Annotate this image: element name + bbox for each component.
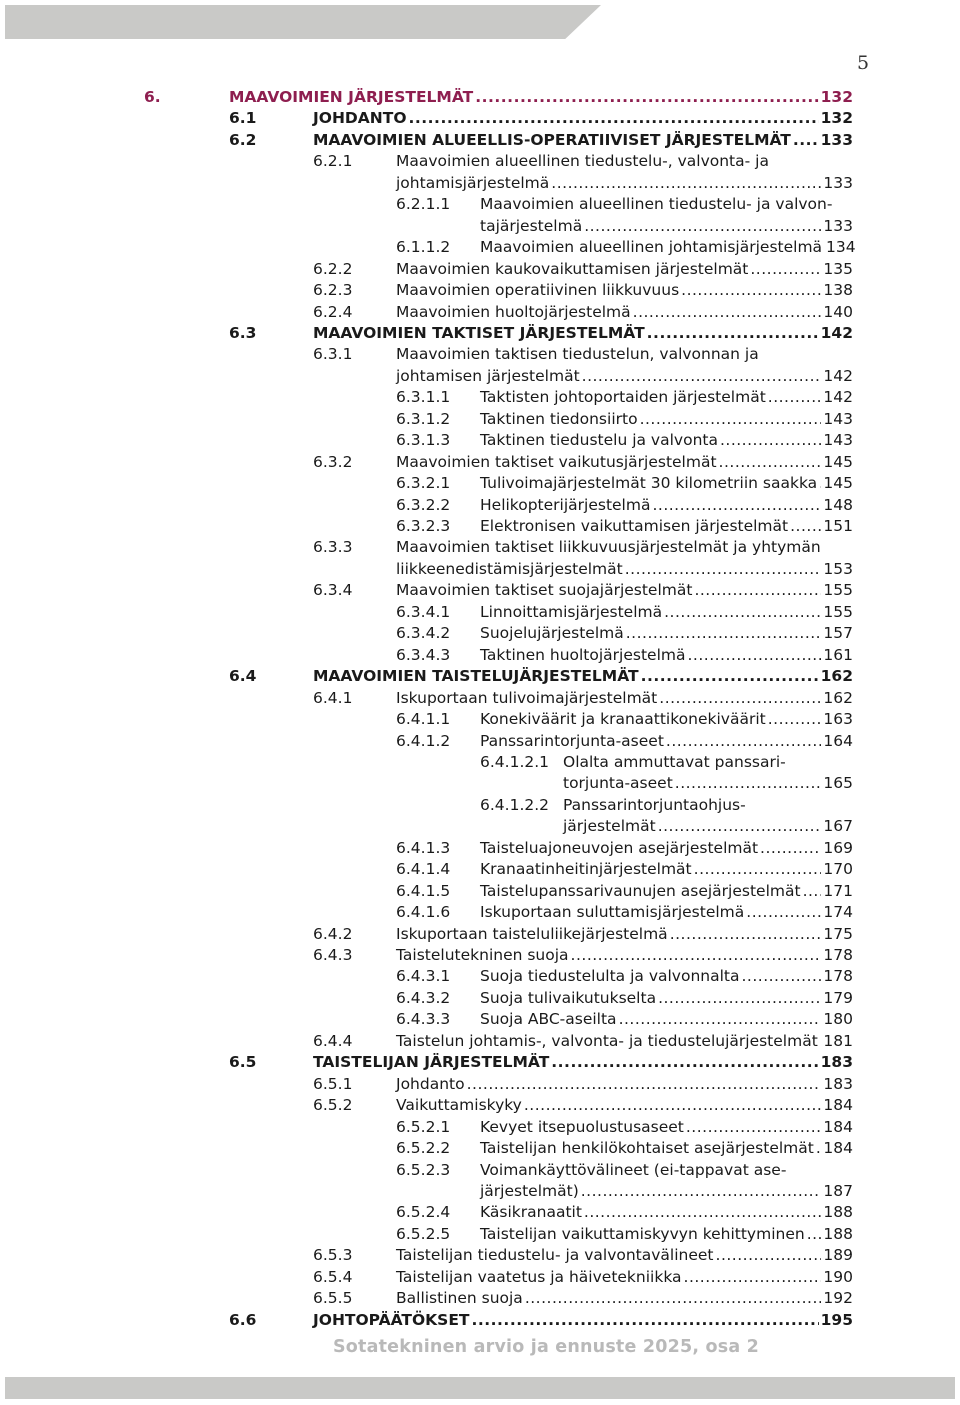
toc-leader-dots <box>525 1287 822 1309</box>
toc-entry-page: 184 <box>823 1096 853 1115</box>
toc-entry-page: 133 <box>823 216 853 235</box>
toc-entry-number: 6.3.4.1 <box>396 602 451 621</box>
toc-entry-title: MAAVOIMIEN ALUEELLIS-OPERATIIVISET JÄRJESTELMÄT <box>313 130 791 149</box>
toc-leader-dots <box>760 837 821 859</box>
toc-leader-dots <box>471 1309 818 1331</box>
toc-entry-title: Taistelutekninen suoja <box>396 946 569 964</box>
toc-leader-dots <box>647 322 819 344</box>
toc-entry-title: Suoja ABC-aseilta <box>480 1010 617 1029</box>
toc-entry-number: 6.3.2.1 <box>396 474 451 493</box>
toc-leader-dots <box>719 451 822 473</box>
toc-entry-number: 6.4.1.2.1 <box>480 752 550 771</box>
footer-band <box>5 1377 955 1399</box>
toc-entry-page: 188 <box>823 1203 853 1222</box>
toc-leader-dots <box>816 1137 822 1159</box>
toc-entry-page: 132 <box>820 88 853 106</box>
toc-entry-page: 180 <box>823 1010 853 1029</box>
toc-entry-title: torjunta-aseet <box>563 774 673 793</box>
toc-entry-number: 6.5.3 <box>313 1246 353 1265</box>
toc-entry-number: 6.3.1.2 <box>396 409 451 428</box>
toc-leader-dots <box>524 1094 822 1116</box>
toc-entry-number: 6.3.1.1 <box>396 388 451 407</box>
toc-entry-page: 161 <box>823 645 853 664</box>
toc-entry-number: 6.2.2 <box>313 259 353 278</box>
toc-entry-number: 6.3.4.3 <box>396 645 451 664</box>
toc-leader-dots <box>681 279 821 301</box>
toc-entry-title: Johdanto <box>396 1074 465 1093</box>
toc-entry-number: 6.4.1.5 <box>396 881 451 900</box>
running-footer: Sotatekninen arvio ja ennuste 2025, osa 2 <box>333 1337 760 1357</box>
toc-leader-dots <box>652 494 821 516</box>
toc-entry-page: 170 <box>823 860 853 879</box>
toc-entry-page: 184 <box>823 1139 853 1158</box>
toc-entry-title: Taistelijan tiedustelu- ja valvontavälineet <box>396 1246 714 1265</box>
toc-entry-page: 175 <box>823 924 853 943</box>
toc-entry-title: Taistelun johtamis-, valvonta- ja tiedustelujärjestelmät <box>396 1031 818 1050</box>
toc-entry-number: 6.4.1.2 <box>396 731 451 750</box>
toc-entry-number: 6.3.1 <box>313 345 353 364</box>
toc-leader-dots <box>551 172 821 194</box>
toc-entry-title: Suojelujärjestelmä <box>480 624 624 643</box>
toc-entry-page: 157 <box>823 624 853 643</box>
toc-entry-title: liikkeenedistämisjärjestelmät <box>396 559 623 578</box>
toc-entry-number: 6.1.1.2 <box>396 238 451 257</box>
toc-entry-number: 6.3.3 <box>313 538 353 557</box>
toc-leader-dots <box>720 429 821 451</box>
toc-entry-title: Olalta ammuttavat panssari- <box>563 752 786 771</box>
toc-leader-dots <box>641 665 819 687</box>
toc-entry-number: 6.4.3 <box>313 946 353 964</box>
toc-entry-number: 6.4.1.3 <box>396 838 451 857</box>
toc-entry-number: 6.5.5 <box>313 1289 353 1308</box>
toc-entry-title: Iskuportaan suluttamisjärjestelmä <box>480 903 745 922</box>
toc-entry-title: Taktinen tiedustelu ja valvonta <box>480 431 718 450</box>
toc-leader-dots <box>793 129 819 151</box>
toc-entry-number: 6.5 <box>229 1053 257 1072</box>
toc-entry-title: Linnoittamisjärjestelmä <box>480 602 663 621</box>
toc-entry-title: Maavoimien alueellinen tiedustelu- ja valvon- <box>480 195 833 214</box>
toc-entry-page: 188 <box>823 1224 853 1243</box>
toc-entry-title: MAAVOIMIEN TAKTISET JÄRJESTELMÄT <box>313 323 645 342</box>
toc-leader-dots <box>475 86 818 108</box>
toc-leader-dots <box>694 579 821 601</box>
toc-leader-dots <box>687 644 821 666</box>
toc-entry-page: 174 <box>823 903 853 922</box>
toc-entry-title: Maavoimien taktiset suojajärjestelmät <box>396 581 693 600</box>
toc-leader-dots <box>633 301 822 323</box>
toc-entry-title: Suoja tiedustelulta ja valvonnalta <box>480 967 740 986</box>
toc-entry-title: Panssarintorjuntaohjus- <box>563 795 746 814</box>
toc-entry-number: 6.4.2 <box>313 924 353 943</box>
toc-entry-page: 179 <box>823 988 853 1007</box>
toc-entry-page: 189 <box>823 1246 853 1265</box>
toc-entry-page: 145 <box>823 474 853 493</box>
toc-entry-number: 6.4.1.1 <box>396 710 451 729</box>
toc-entry-page: 190 <box>823 1267 853 1286</box>
toc-entry-page: 165 <box>823 774 853 793</box>
toc-leader-dots <box>664 601 821 623</box>
toc-entry-page: 178 <box>823 946 853 964</box>
toc-leader-dots <box>658 815 822 837</box>
page-number: 5 <box>857 52 870 74</box>
toc-entry-page: 181 <box>823 1031 853 1050</box>
toc-entry-title: JOHDANTO <box>313 109 407 128</box>
toc-entry-page: 171 <box>823 881 853 900</box>
toc-entry-title: JOHTOPÄÄTÖKSET <box>313 1310 470 1329</box>
toc-entry-number: 6.2 <box>229 130 257 149</box>
toc-entry-title: Vaikuttamiskyky <box>396 1096 522 1115</box>
toc-entry-title: Voimankäyttövälineet (ei-tappavat ase- <box>480 1160 787 1179</box>
toc-entry-title: Taistelupanssarivaunujen asejärjestelmät <box>480 881 801 900</box>
toc-entry-title: Taistelijan henkilökohtaiset asejärjestelmät <box>480 1139 814 1158</box>
toc-entry-page: 183 <box>823 1074 853 1093</box>
toc-leader-dots <box>584 215 821 237</box>
toc-entry-number: 6.4.1 <box>313 688 353 707</box>
toc-leader-dots <box>582 365 822 387</box>
toc-entry-title: Iskuportaan taisteluliikejärjestelmä <box>396 924 668 943</box>
toc-entry-page: 153 <box>823 559 853 578</box>
toc-leader-dots <box>686 1116 822 1138</box>
toc-entry-page: 133 <box>823 173 853 192</box>
toc-entry-title: Helikopterijärjestelmä <box>480 495 651 514</box>
toc-entry-number: 6.5.2.1 <box>396 1117 451 1136</box>
toc-entry-title: Taistelijan vaikuttamiskyvyn kehittyminen <box>480 1224 805 1243</box>
toc-entry-title: Kevyet itsepuolustusaseet <box>480 1117 684 1136</box>
toc-entry-title: tajärjestelmä <box>480 216 583 235</box>
toc-leader-dots <box>619 1008 822 1030</box>
toc-entry-title: Ballistinen suoja <box>396 1289 523 1308</box>
toc-entry-title: Taistelijan vaatetus ja häivetekniikka <box>396 1267 682 1286</box>
toc-leader-dots <box>625 558 822 580</box>
toc-entry-page: 187 <box>823 1181 853 1200</box>
toc-entry-page: 183 <box>820 1053 853 1072</box>
toc-entry-title: Suoja tulivaikutukselta <box>480 988 657 1007</box>
toc-entry-number: 6.5.2.5 <box>396 1224 451 1243</box>
toc-entry-title: Maavoimien huoltojärjestelmä <box>396 302 631 321</box>
toc-entry-title: Taktinen huoltojärjestelmä <box>480 645 686 664</box>
toc-entry-page: 132 <box>820 109 853 128</box>
toc-entry-page: 155 <box>823 581 853 600</box>
toc-entry-page: 178 <box>823 967 853 986</box>
toc-entry-page: 151 <box>823 517 853 535</box>
toc-leader-dots <box>666 730 822 752</box>
toc-entry-page: 142 <box>823 388 853 407</box>
toc-entry-number: 6.3.2 <box>313 452 353 471</box>
toc-leader-dots <box>694 858 822 880</box>
toc-entry-page: 134 <box>826 238 856 257</box>
toc-leader-dots <box>716 1244 822 1266</box>
toc-entry-number: 6.2.4 <box>313 302 353 321</box>
toc-entry-number: 6.5.4 <box>313 1267 353 1286</box>
toc-entry-title: TAISTELIJAN JÄRJESTELMÄT <box>313 1053 550 1072</box>
toc-leader-dots <box>768 708 822 730</box>
toc-entry-page: 140 <box>823 302 853 321</box>
toc-entry-title: Maavoimien taktiset liikkuvuusjärjestelmät ja yhtymän <box>396 538 821 557</box>
toc-entry-title: johtamisen järjestelmät <box>396 366 580 385</box>
toc-entry-title: Maavoimien kaukovaikuttamisen järjestelmät <box>396 259 749 278</box>
toc-entry-number: 6.5.2.4 <box>396 1203 451 1222</box>
toc-entry-number: 6.3.2.3 <box>396 517 451 535</box>
toc-leader-dots <box>768 386 822 408</box>
toc-entry-page: 192 <box>823 1289 853 1308</box>
toc-entry-title: Maavoimien alueellinen tiedustelu-, valvonta- ja <box>396 152 769 171</box>
toc-entry-title: Iskuportaan tulivoimajärjestelmät <box>396 688 658 707</box>
toc-entry-number: 6.2.1.1 <box>396 195 451 214</box>
toc-entry-number: 6.4.1.2.2 <box>480 795 550 814</box>
toc-leader-dots <box>659 687 821 709</box>
toc-entry-page: 162 <box>820 667 853 686</box>
header-band <box>5 5 601 39</box>
toc-entry-number: 6. <box>144 88 161 106</box>
toc-entry-number: 6.5.2.2 <box>396 1139 451 1158</box>
toc-entry-number: 6.5.2.3 <box>396 1160 451 1179</box>
toc-leader-dots <box>807 1223 822 1245</box>
toc-entry-page: 142 <box>823 366 853 385</box>
toc-entry-page: 155 <box>823 602 853 621</box>
toc-entry-number: 6.4 <box>229 667 257 686</box>
toc-entry-number: 6.4.1.4 <box>396 860 451 879</box>
toc-entry-title: järjestelmät) <box>480 1181 579 1200</box>
toc-entry-number: 6.5.1 <box>313 1074 353 1093</box>
toc-leader-dots <box>750 258 821 280</box>
toc-entry-page: 148 <box>823 495 853 514</box>
toc-entry-page: 138 <box>823 281 853 300</box>
toc-leader-dots <box>819 472 821 494</box>
toc-leader-dots <box>684 1266 822 1288</box>
toc-leader-dots <box>820 1030 822 1052</box>
toc-entry-page: 163 <box>823 710 853 729</box>
toc-leader-dots <box>551 1051 818 1073</box>
toc-entry-title: johtamisjärjestelmä <box>396 173 550 192</box>
toc-entry-number: 6.4.1.6 <box>396 903 451 922</box>
toc-entry-title: järjestelmät <box>563 817 656 836</box>
toc-entry-title: Maavoimien taktiset vaikutusjärjestelmät <box>396 452 717 471</box>
toc-leader-dots <box>626 622 822 644</box>
toc-leader-dots <box>581 1180 822 1202</box>
toc-entry-number: 6.3.4.2 <box>396 624 451 643</box>
toc-entry-title: Käsikranaatit <box>480 1203 582 1222</box>
toc-entry-number: 6.2.3 <box>313 281 353 300</box>
toc-entry-page: 143 <box>823 431 853 450</box>
toc-entry-title: Panssarintorjunta-aseet <box>480 731 664 750</box>
toc-entry-number: 6.4.4 <box>313 1031 353 1050</box>
toc-entry-page: 135 <box>823 259 853 278</box>
toc-entry-page: 143 <box>823 409 853 428</box>
toc-leader-dots <box>741 965 821 987</box>
toc-entry-number: 6.3.4 <box>313 581 353 600</box>
toc-entry-title: Maavoimien taktisen tiedustelun, valvonnan ja <box>396 345 759 364</box>
toc-entry-title: Elektronisen vaikuttamisen järjestelmät <box>480 517 789 535</box>
toc-entry-page: 195 <box>820 1310 853 1329</box>
toc-leader-dots <box>640 408 822 430</box>
toc-leader-dots <box>571 944 822 966</box>
toc-entry-number: 6.6 <box>229 1310 257 1329</box>
toc-entry-title: MAAVOIMIEN TAISTELUJÄRJESTELMÄT <box>313 667 639 686</box>
toc-entry-title: Konekiväärit ja kranaattikonekiväärit <box>480 710 766 729</box>
toc-entry-number: 6.3 <box>229 323 257 342</box>
toc-leader-dots <box>746 901 821 923</box>
toc-entry-title: Tulivoimajärjestelmät 30 kilometriin saakka <box>480 474 818 493</box>
toc-entry-page: 162 <box>823 688 853 707</box>
toc-entry-number: 6.4.3.1 <box>396 967 451 986</box>
toc-entry-page: 167 <box>823 817 853 836</box>
toc-leader-dots <box>467 1073 822 1095</box>
toc-entry-title: Taisteluajoneuvojen asejärjestelmät <box>480 838 759 857</box>
toc-entry-number: 6.3.2.2 <box>396 495 451 514</box>
toc-entry-page: 145 <box>823 452 853 471</box>
toc-entry-page: 164 <box>823 731 853 750</box>
toc-entry-title: Maavoimien operatiivinen liikkuvuus <box>396 281 680 300</box>
toc-leader-dots <box>790 515 821 537</box>
toc-entry-number: 6.3.1.3 <box>396 431 451 450</box>
toc-entry-number: 6.1 <box>229 109 257 128</box>
toc-entry-number: 6.4.3.3 <box>396 1010 451 1029</box>
toc-leader-dots <box>803 880 822 902</box>
toc-entry-number: 6.4.3.2 <box>396 988 451 1007</box>
toc-leader-dots <box>409 107 819 129</box>
toc-leader-dots <box>670 923 822 945</box>
toc-entry-page: 184 <box>823 1117 853 1136</box>
toc-entry-title: Maavoimien alueellinen johtamisjärjestelmä <box>480 238 823 257</box>
toc-entry-title: MAAVOIMIEN JÄRJESTELMÄT <box>229 88 474 106</box>
toc-leader-dots <box>675 772 822 794</box>
toc-leader-dots <box>658 987 821 1009</box>
toc-entry-title: Kranaatinheitinjärjestelmät <box>480 860 692 879</box>
toc-entry-page: 142 <box>820 323 853 342</box>
toc-leader-dots <box>584 1201 822 1223</box>
toc-entry-page: 133 <box>820 130 853 149</box>
toc-entry-number: 6.5.2 <box>313 1096 353 1115</box>
toc-entry-page: 169 <box>823 838 853 857</box>
toc-entry-title: Taktinen tiedonsiirto <box>480 409 638 428</box>
toc-entry-number: 6.2.1 <box>313 152 353 171</box>
toc-entry-title: Taktisten johtoportaiden järjestelmät <box>480 388 766 407</box>
